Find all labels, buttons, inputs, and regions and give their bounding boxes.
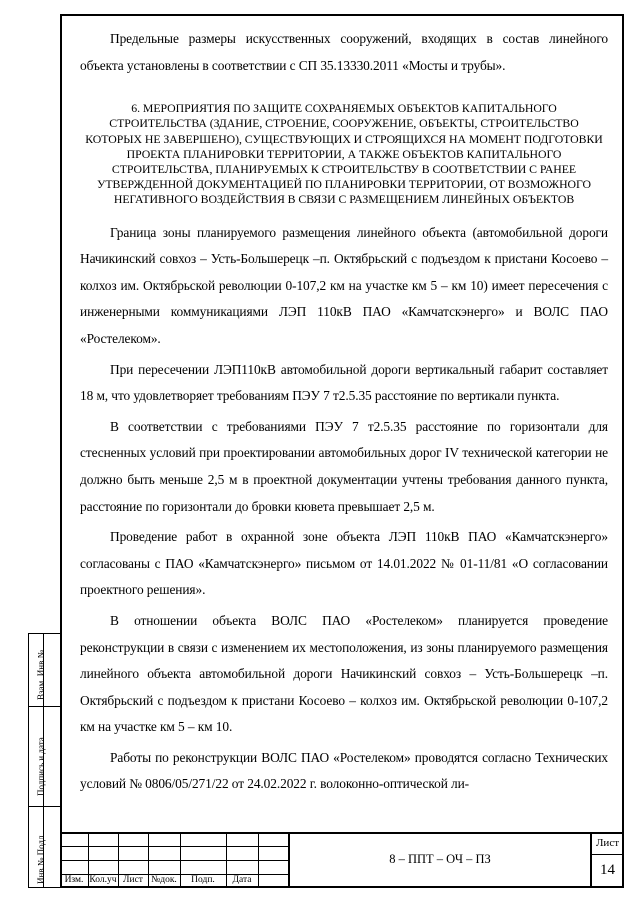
- sheet-number: 14: [600, 862, 615, 878]
- col-header-doc-number: №док.: [151, 875, 177, 885]
- strip-divider: [29, 706, 60, 707]
- document-body: [80, 26, 608, 798]
- strip-label-signature-date: Подпись и дата: [36, 737, 46, 796]
- col-header-sheet: Лист: [123, 875, 143, 885]
- strip-label-replacement-inv: Взам. Инв.№: [36, 649, 46, 700]
- title-block: [60, 832, 624, 888]
- paragraph: В соответствии с требованиями ПЭУ 7 т2.5.35 расстояние по горизонтали для стесненных условий при проектировании автомобильных дорог IV технической категории не должно быть меньше 2,5 м в проектной документации учтены требования данного пункта, расстояние по горизонтали до бровки кювета превышает 2,5 м.: [80, 418, 608, 514]
- paragraph: В отношении объекта ВОЛС ПАО «Ростелеком» планируется проведение реконструкции в связи с изменением их местоположения, из зоны планируемого размещения линейного объекта автомобильной дороги Начикинский совхоз – Усть-Большерецк –п. Октябрьский с подъездом к пристани Косоево – колхоз им. Октябрьской революции 0-107,2 км на участке км 5 – км 10.: [80, 612, 608, 735]
- col-header-count: Кол.уч: [89, 875, 117, 885]
- paragraph: Работы по реконструкции ВОЛС ПАО «Ростелеком» проводятся согласно Технических условий № 0806/05/271/22 от 24.02.2022 г. волоконно-оптической ли-: [80, 749, 608, 792]
- document-code: 8 – ППТ – ОЧ – ПЗ: [389, 852, 491, 866]
- paragraph: Проведение работ в охранной зоне объекта ЛЭП 110кВ ПАО «Камчатскэнерго» согласованы с ПАО «Камчатскэнерго» письмом от 14.01.2022 № 01-11/81 «О согласовании проектного решения».: [80, 529, 608, 598]
- section-heading: 6. МЕРОПРИЯТИЯ ПО ЗАЩИТЕ СОХРАНЯЕМЫХ ОБЪЕКТОВ КАПИТАЛЬНОГО СТРОИТЕЛЬСТВА (ЗДАНИЕ, СТРОЕНИЕ, СООРУЖЕНИЕ, ОБЪЕКТЫ, СТРОИТЕЛЬСТВО КОТОРЫХ НЕ ЗАВЕРШЕНО), СУЩЕСТВУЮЩИХ И СТРОЯЩИХСЯ НА МОМЕНТ ПОДГОТОВКИ ПРОЕКТА ПЛАНИРОВКИ ТЕРРИТОРИИ, А ТАКЖЕ ОБЪЕКТОВ КАПИТАЛЬНОГО СТРОИТЕЛЬСТВА, ПЛАНИРУЕМЫХ К СТРОИТЕЛЬСТВУ В СООТВЕТСТВИИ С РАНЕЕ УТВЕРЖДЕННОЙ ДОКУМЕНТАЦИЕЙ ПО ПЛАНИРОВКИ ТЕРРИТОРИИ, ОТ ВОЗМОЖНОГО НЕГАТИВНОГО ВОЗДЕЙСТВИЯ В СВЯЗИ С РАЗМЕЩЕНИЕМ ЛИНЕЙНЫХ ОБЪЕКТОВ: [85, 101, 603, 207]
- col-header-change: Изм.: [64, 875, 84, 885]
- col-header-date: Дата: [232, 875, 252, 885]
- paragraph: Граница зоны планируемого размещения линейного объекта (автомобильной дороги Начикинский совхоз – Усть-Большерецк –п. Октябрьский с подъездом к пристани Косоево – колхоз им. Октябрьской революции 0-107,2 км на участке км 5 – км 10) имеет пересечения с инженерными коммуникациями ЛЭП 110кВ ПАО «Камчатскэнерго» и ВОЛС ПАО «Ростелеком».: [80, 224, 608, 346]
- strip-divider: [29, 806, 60, 807]
- paragraph: При пересечении ЛЭП110кВ автомобильной дороги вертикальный габарит составляет 18 м, что удовлетворяет требованиям ПЭУ 7 т2.5.35 расстояние по вертикали пункта.: [80, 361, 608, 404]
- paragraph-intro: Предельные размеры искусственных сооружений, входящих в состав линейного объекта установлены в соответствии с СП 35.13330.2011 «Мосты и трубы».: [80, 31, 608, 73]
- sheet-label: Лист: [595, 837, 620, 849]
- col-header-signature: Подп.: [191, 875, 215, 885]
- strip-label-original-inv: Инв.№ Подл: [36, 835, 46, 884]
